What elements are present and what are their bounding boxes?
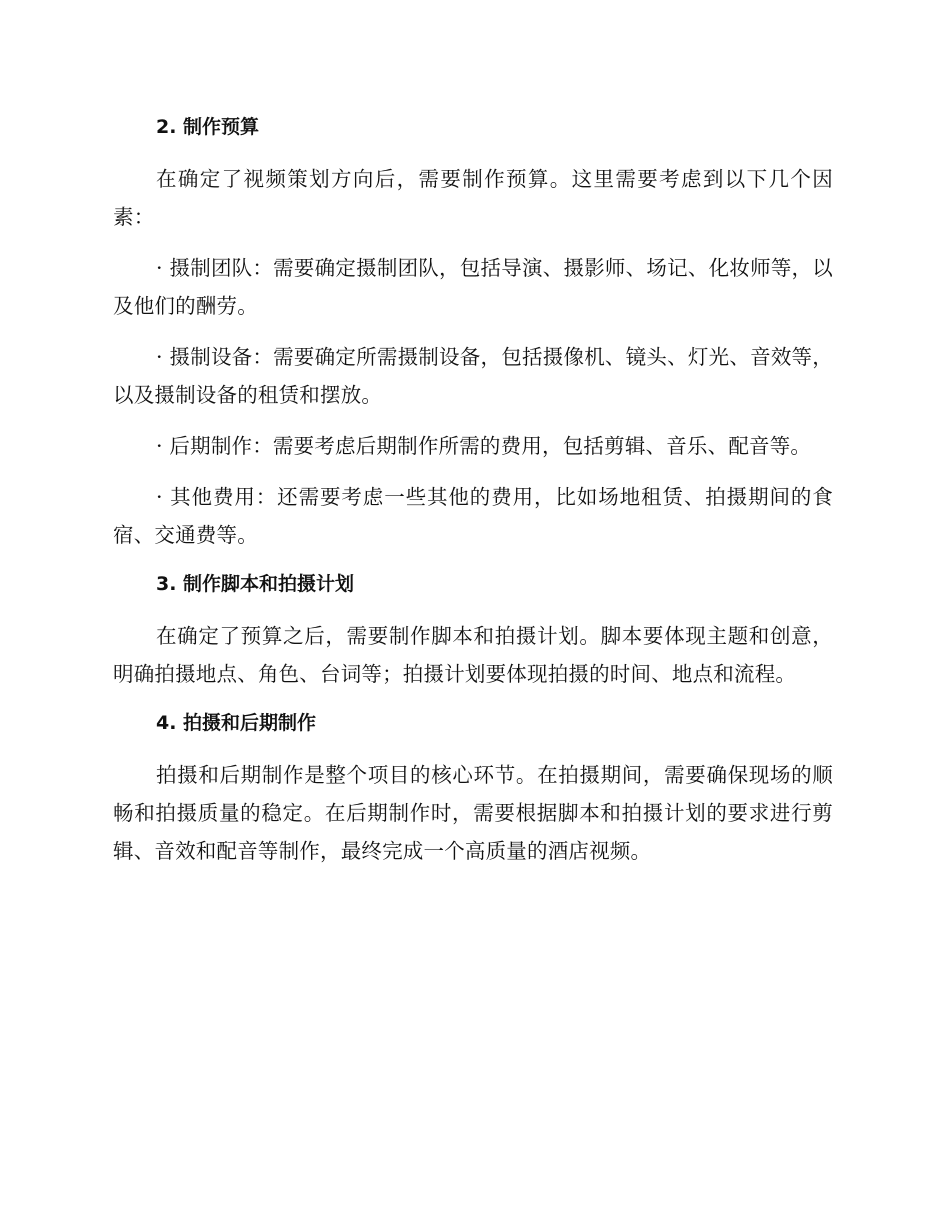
document-body: [113, 110, 833, 870]
section-heading-budget: 2. 制作预算: [156, 116, 260, 138]
budget-item-crew: · 摄制团队：需要确定摄制团队，包括导演、摄影师、场记、化妆师等，以及他们的酬劳。: [113, 256, 833, 318]
script-plan-paragraph: 在确定了预算之后，需要制作脚本和拍摄计划。脚本要体现主题和创意，明确拍摄地点、角色、台词等；拍摄计划要体现拍摄的时间、地点和流程。: [113, 624, 833, 686]
section-heading-script-plan: 3. 制作脚本和拍摄计划: [156, 573, 355, 595]
budget-item-other-costs: · 其他费用：还需要考虑一些其他的费用，比如场地租赁、拍摄期间的食宿、交通费等。: [113, 485, 833, 547]
budget-intro-paragraph: 在确定了视频策划方向后，需要制作预算。这里需要考虑到以下几个因素：: [113, 167, 833, 229]
section-heading-shooting-post: 4. 拍摄和后期制作: [156, 712, 317, 734]
shooting-post-paragraph: 拍摄和后期制作是整个项目的核心环节。在拍摄期间，需要确保现场的顺畅和拍摄质量的稳定。在后期制作时，需要根据脚本和拍摄计划的要求进行剪辑、音效和配音等制作，最终完成一个高质量的酒店视频。: [113, 763, 833, 863]
budget-item-equipment: · 摄制设备：需要确定所需摄制设备，包括摄像机、镜头、灯光、音效等，以及摄制设备的租赁和摆放。: [113, 345, 833, 407]
budget-item-post-production: · 后期制作：需要考虑后期制作所需的费用，包括剪辑、音乐、配音等。: [156, 434, 812, 458]
